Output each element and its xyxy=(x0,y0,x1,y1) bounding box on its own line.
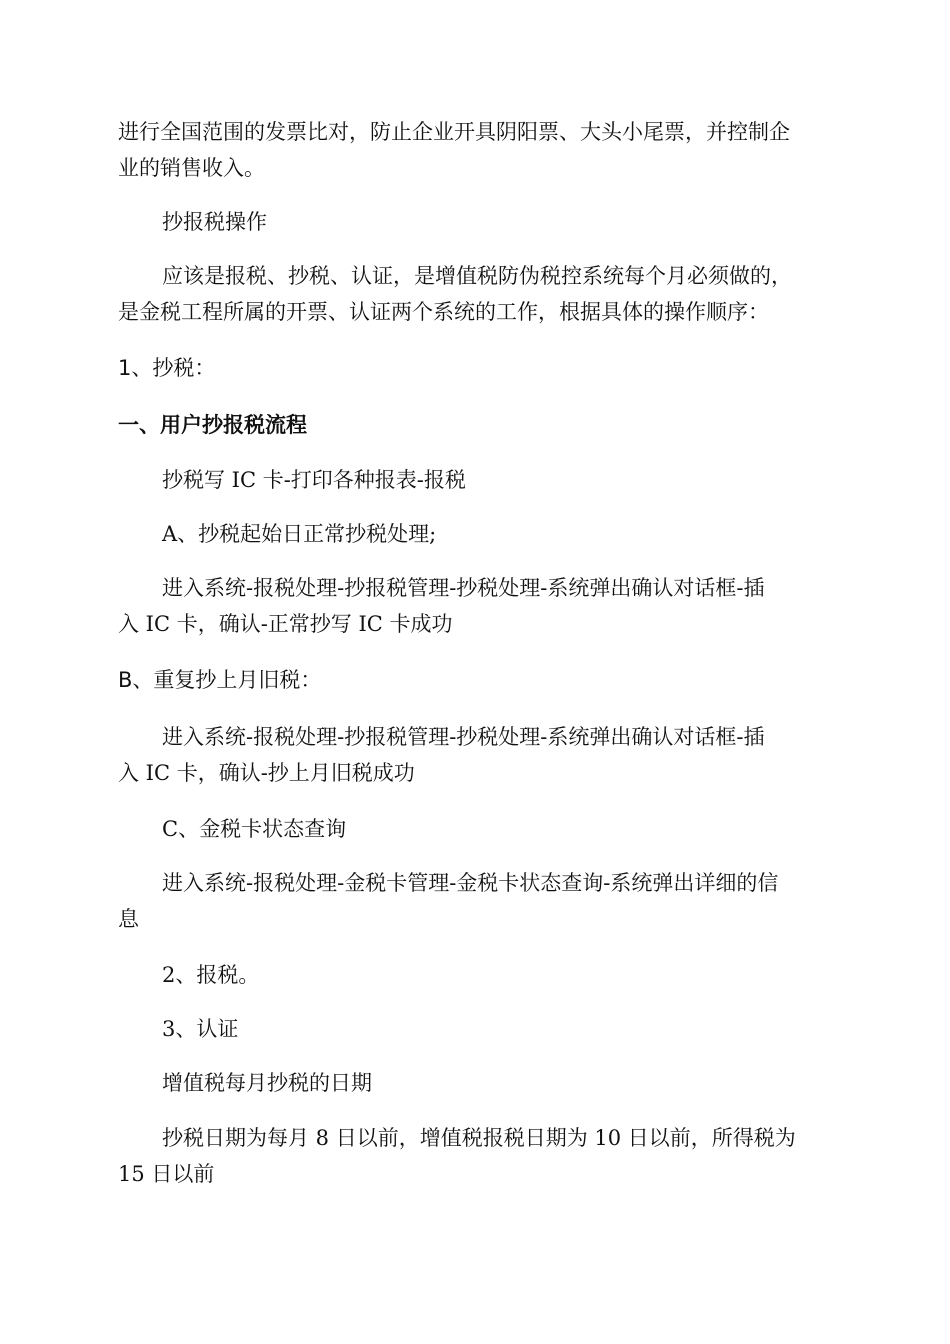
heading-user-flow: 一、用户抄报税流程 xyxy=(118,413,307,437)
text-line: 是金税工程所属的开票、认证两个系统的工作，根据具体的操作顺序： xyxy=(118,300,769,324)
text-line: 进入系统-报税处理-抄报税管理-抄税处理-系统弹出确认对话框-插 xyxy=(162,725,765,749)
step-c-title: C、金税卡状态查询 xyxy=(162,817,347,841)
text-line: 进入系统-报税处理-抄报税管理-抄税处理-系统弹出确认对话框-插 xyxy=(162,576,765,600)
text-line: 入 IC 卡，确认-抄上月旧税成功 xyxy=(118,761,415,785)
text-line: 进行全国范围的发票比对，防止企业开具阴阳票、大头小尾票，并控制企 xyxy=(118,120,790,144)
step-b-title: B、重复抄上月旧税： xyxy=(118,668,322,692)
text-line: 息 xyxy=(118,907,139,931)
list-item-1: 1、抄税： xyxy=(118,356,216,380)
heading-tax-dates: 增值税每月抄税的日期 xyxy=(162,1071,372,1095)
step-a-title: A、抄税起始日正常抄税处理; xyxy=(162,522,437,546)
list-item-2: 2、报税。 xyxy=(162,963,260,987)
text-line: 业的销售收入。 xyxy=(118,156,265,180)
text-line: 15 日以前 xyxy=(118,1162,215,1186)
section-heading: 抄报税操作 xyxy=(162,210,267,234)
text-line: 应该是报税、抄税、认证，是增值税防伪税控系统每个月必须做的， xyxy=(162,264,792,288)
text-line: 进入系统-报税处理-金税卡管理-金税卡状态查询-系统弹出详细的信 xyxy=(162,871,779,895)
text-line: 入 IC 卡，确认-正常抄写 IC 卡成功 xyxy=(118,612,453,636)
list-item-3: 3、认证 xyxy=(162,1017,239,1041)
text-line: 抄税日期为每月 8 日以前，增值税报税日期为 10 日以前，所得税为 xyxy=(162,1126,796,1150)
flow-summary: 抄税写 IC 卡-打印各种报表-报税 xyxy=(162,468,466,492)
